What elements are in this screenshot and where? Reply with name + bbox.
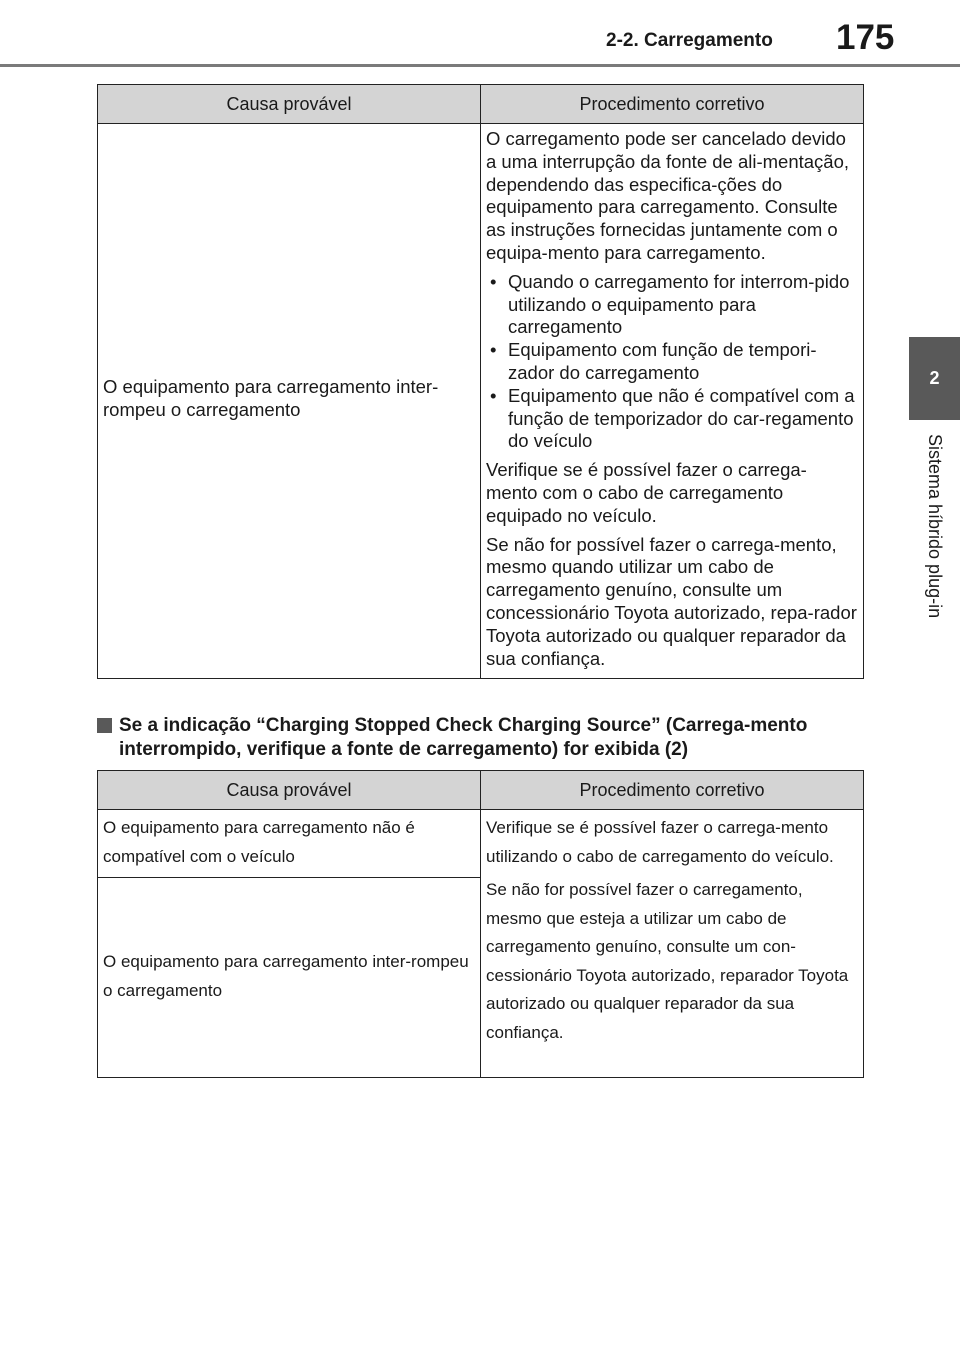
chapter-tab (909, 420, 960, 670)
procedure-paragraph: Se não for possível fazer o carrega-mento, mesmo quando utilizar um cabo de carregamento genuíno, consulte um concessionário Toyota autorizado, repa-rador Toyota autorizado ou qualquer reparador da sua confiança. (486, 533, 857, 669)
cause-cell: O equipamento para carregamento inter-rompeu o carregamento (98, 124, 481, 679)
cause-cell: O equipamento para carregamento inter-rompeu o carregamento (98, 878, 481, 1078)
square-bullet-icon (97, 718, 112, 733)
procedure-paragraph: Se não for possível fazer o carregamento, mesmo que esteja a utilizar um cabo de carregamento genuíno, consulte um con-cessionário Toyota autorizado, reparador Toyota autorizado ou qualquer reparador da sua confiança. (486, 880, 849, 1042)
header-divider (0, 64, 960, 67)
section-heading (97, 714, 867, 762)
procedure-paragraph: O carregamento pode ser cancelado devido a uma interrupção da fonte de ali-mentação, dependendo das especifica-ções do equipamento para carregamento. Consulte as instruções fornecidas juntamente com o equipa-mento para carregamento. (486, 128, 850, 263)
bullet-item: • Quando o carregamento for interrom-pido utilizando o equipamento para carregamento (486, 271, 858, 339)
column-header-cause: Causa provável (98, 85, 481, 124)
section-heading-text: Se a indicação “Charging Stopped Check Charging Source” (Carrega-mento interrompido, verifique a fonte de carregamento) for exibida (2) (119, 715, 808, 760)
procedure-table-1 (97, 84, 864, 679)
section-title: 2-2. Carregamento (606, 30, 773, 51)
chapter-tab-number: 2 (909, 337, 960, 420)
page-number: 175 (836, 18, 895, 57)
column-header-procedure: Procedimento corretivo (481, 85, 864, 124)
procedure-table-2 (97, 770, 864, 1078)
procedure-paragraph: Verifique se é possível fazer o carrega-mento utilizando o cabo de carregamento do veículo. (486, 818, 834, 866)
table-header-row (98, 85, 864, 124)
chapter-tab-label: Sistema híbrido plug-in (925, 434, 945, 619)
bullet-item: • Equipamento com função de tempori-zador do carregamento (486, 339, 858, 385)
bullet-item: • Equipamento que não é compatível com a função de temporizador do car-regamento do veículo (486, 385, 858, 453)
procedure-cell (481, 810, 864, 1078)
table-row (98, 810, 864, 878)
procedure-paragraph: Verifique se é possível fazer o carrega-mento com o cabo de carregamento equipado no veículo. (486, 459, 807, 526)
cause-cell: O equipamento para carregamento não é compatível com o veículo (98, 810, 481, 878)
column-header-cause: Causa provável (98, 771, 481, 810)
procedure-cell (481, 124, 864, 679)
table-row (98, 124, 864, 679)
column-header-procedure: Procedimento corretivo (481, 771, 864, 810)
procedure-bullet-list (486, 271, 858, 453)
table-header-row (98, 771, 864, 810)
